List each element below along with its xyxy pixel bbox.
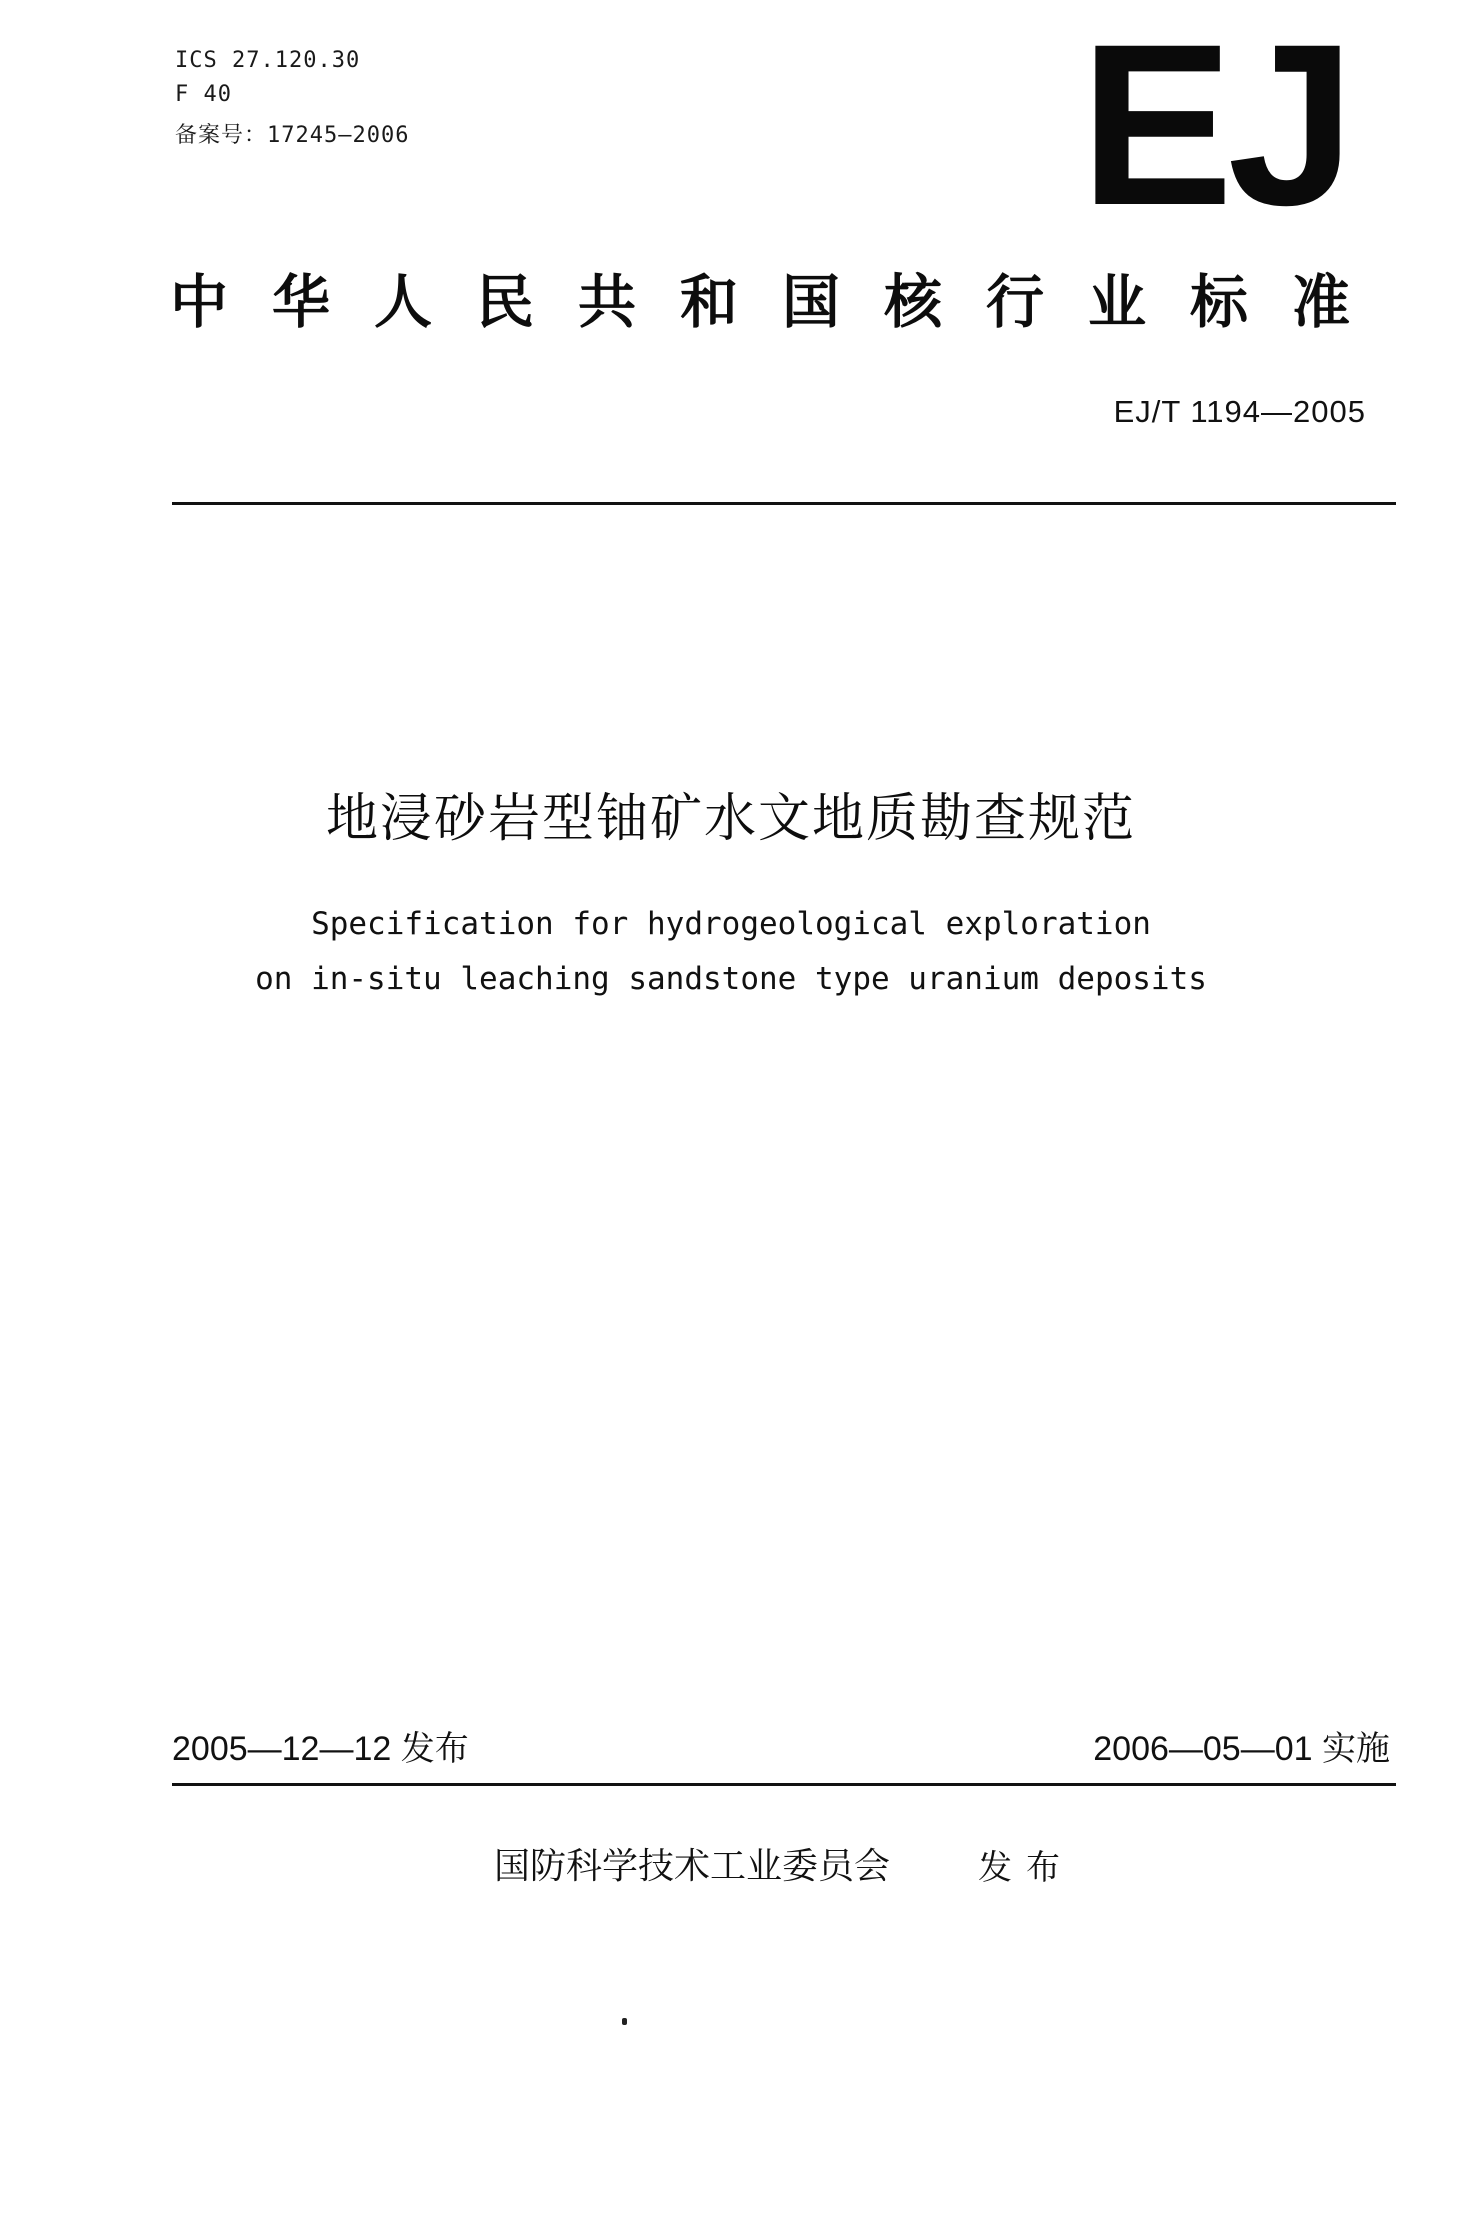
standard-number: EJ/T 1194—2005 [1113, 394, 1366, 429]
document-title-english-line-1: Specification for hydrogeological exploration [311, 906, 1151, 942]
ics-code: ICS 27.120.30 [175, 48, 361, 73]
top-divider [172, 502, 1396, 505]
scan-speck [622, 2018, 627, 2025]
issue-date: 2005—12—12 发布 [172, 1730, 469, 1768]
classification-code: F 40 [175, 82, 232, 107]
standard-body-title: 中华人民共和国核行业标准 [170, 268, 1395, 336]
implementation-date: 2006—05—01 实施 [1093, 1730, 1390, 1768]
document-title-chinese: 地浸砂岩型铀矿水文地质勘查规范 [325, 789, 1136, 849]
ej-logo: EJ [1080, 0, 1350, 253]
registration-number: 备案号：17245—2006 [175, 123, 410, 148]
issuing-label: 发布 [978, 1848, 1074, 1888]
document-title-english-line-2: on in-situ leaching sandstone type uranium deposits [255, 961, 1207, 997]
issuing-authority: 国防科学技术工业委员会 [494, 1846, 891, 1887]
bottom-divider [172, 1783, 1396, 1786]
